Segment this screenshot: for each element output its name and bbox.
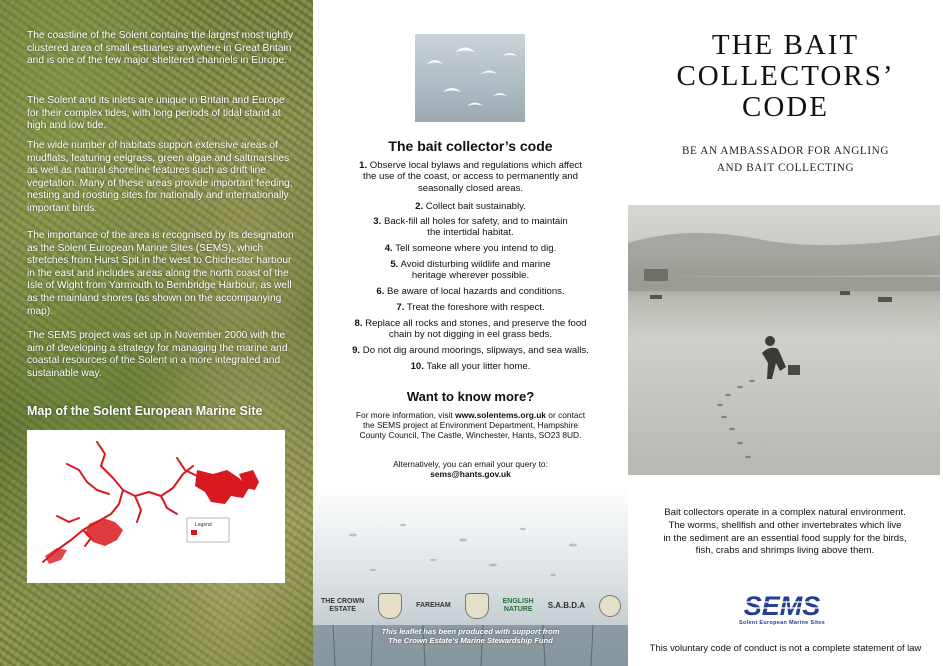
intro-paragraph-4: The importance of the area is recognised by its designation as the Solent European Marine Sites (SEMS), which stretches from Hurst Spit in the west to Chichester harbour in the east and includes areas along the north coast of the Isle of Wight from Yarmouth to Bembridge Harbour, as well as the mainland shores (as shown on the accompanying map). (27, 230, 294, 317)
rule-5 (313, 259, 628, 282)
sabda-logo: S.A.B.D.A (547, 601, 586, 610)
crown-estate-logo-line-1: THE CROWN (321, 598, 365, 605)
funding-footnote-line-2: The Crown Estate's Marine Stewardship Fund (388, 636, 553, 645)
disclaimer: This voluntary code of conduct is not a complete statement of law (649, 642, 922, 653)
right-panel (628, 0, 943, 666)
seabirds-photo (415, 34, 525, 122)
council-crest-icon (378, 593, 402, 619)
solent-map-drawing (27, 430, 285, 583)
email-link[interactable]: sems@hants.gov.uk (430, 469, 511, 479)
subtitle-line-2: AND BAIT COLLECTING (716, 162, 855, 174)
title-line-1: THE BAIT (711, 29, 860, 61)
bait-digger-drawing (628, 205, 940, 475)
rule-3-number: 3. (373, 216, 382, 227)
rule-1-number: 1. (359, 160, 368, 171)
rule-2-text: Collect bait sustainably. (425, 201, 526, 212)
english-nature-logo (503, 598, 534, 614)
rule-5-text: Avoid disturbing wildlife and marine (400, 259, 551, 270)
rule-6-text: Be aware of local hazards and conditions. (387, 286, 565, 297)
contact-info-address: or contact the SEMS project at Environment Department, Hampshire County Council, The Castle, Winchester, Hants, SO23 8UD. (359, 410, 586, 440)
rule-3-text: Back-fill all holes for safety, and to maintain (383, 216, 568, 227)
email-intro: Alternatively, you can email your query to: (393, 459, 548, 469)
intro-paragraph-3: The wide number of habitats support extensive areas of mudflats, featuring eelgrass, green algae and saltmarshes as well as natural shoreline features such as drift line vegetation. Many of these areas provide important feeding, nesting and roosting sites for nationally and internationally important birds. (27, 140, 293, 214)
rule-8 (313, 318, 628, 341)
funding-footnote (313, 627, 628, 645)
intro-body-text (640, 507, 930, 558)
fareham-logo: FAREHAM (416, 602, 451, 609)
intro-paragraph-2: The Solent and its inlets are unique in Britain and Europe for their complex tides, with long periods of tidal stand at high and low tide. (27, 95, 285, 132)
rule-10-number: 10. (410, 361, 424, 372)
rule-10 (313, 361, 628, 372)
rule-8-text: Replace all rocks and stones, and preserve the food (365, 318, 587, 329)
rule-9-text: Do not dig around moorings, slipways, and sea walls. (362, 345, 589, 356)
more-info-heading: Want to know more? (406, 389, 535, 404)
middle-panel (313, 0, 628, 666)
bait-digger-photo (628, 205, 940, 475)
rule-7-number: 7. (396, 302, 405, 313)
intro-paragraph-1: The coastline of the Solent contains the largest most tightly clustered area of small estuaries anywhere in Great Britain and is one of the few major sheltered channels in Europe. (27, 30, 294, 67)
rule-3-line-2: the intertidal habitat. (427, 227, 514, 239)
rule-3 (313, 216, 628, 239)
body-line-1: Bait collectors operate in a complex natural environment. (664, 507, 906, 518)
rule-2-number: 2. (415, 201, 424, 212)
code-heading: The bait collector’s code (388, 138, 553, 154)
rule-8-number: 8. (354, 318, 363, 329)
body-line-2: The worms, shellfish and other invertebrates which live (668, 519, 902, 531)
rule-7 (313, 302, 628, 313)
rule-7-text: Treat the foreshore with respect. (406, 302, 545, 313)
map-legend-label: Legend (195, 522, 212, 528)
leaflet-subtitle (628, 143, 943, 177)
rule-2 (313, 201, 628, 212)
rule-1 (313, 160, 628, 194)
rule-9 (313, 345, 628, 356)
rule-1-line-2: the use of the coast, or access to permanently and (363, 171, 578, 183)
seabirds-drawing (415, 34, 525, 122)
leaflet-title (628, 30, 943, 123)
rule-1-line-3: seasonally closed areas. (417, 182, 524, 194)
intro-paragraph-5: The SEMS project was set up in November 2000 with the aim of developing a strategy for managing the marine and coastal resources of the Solent in a more integrated and sustainable way. (27, 330, 288, 379)
funding-footnote-line-1: This leaflet has been produced with support from (381, 627, 560, 636)
rule-6-number: 6. (376, 286, 385, 297)
sponsor-logos (321, 590, 621, 622)
left-panel (0, 0, 313, 666)
rule-5-number: 5. (390, 259, 399, 270)
title-line-2: COLLECTORS’ (676, 60, 895, 92)
sems-logo (722, 593, 842, 619)
english-nature-logo-line-2: NATURE (503, 606, 533, 613)
rule-4-number: 4. (384, 243, 393, 254)
rule-5-line-2: heritage wherever possible. (411, 270, 530, 282)
crown-estate-logo-line-2: ESTATE (329, 606, 356, 613)
english-nature-logo-line-1: ENGLISH (502, 598, 534, 605)
sems-tagline: Solent European Marine Sites (738, 620, 826, 626)
rule-10-text: Take all your litter home. (426, 361, 531, 372)
body-line-4: fish, crabs and shrimps living above them. (695, 545, 875, 557)
contact-info (353, 410, 588, 440)
title-line-3: CODE (742, 91, 829, 123)
rule-6 (313, 286, 628, 297)
body-line-3: in the sediment are an essential food supply for the birds, (663, 532, 907, 544)
sems-logo-text: SEMS (743, 593, 821, 619)
solent-map (27, 430, 285, 583)
rule-8-line-2: chain by not digging in eel grass beds. (388, 329, 553, 341)
map-heading: Map of the Solent European Marine Site (27, 404, 263, 418)
seal-icon (599, 595, 621, 617)
subtitle-line-1: BE AN AMBASSADOR FOR ANGLING (681, 145, 890, 157)
rule-1-text: Observe local bylaws and regulations which affect (369, 160, 582, 171)
crown-estate-logo (321, 598, 364, 614)
rule-4 (313, 243, 628, 254)
hampshire-crest-icon (465, 593, 489, 619)
rule-4-text: Tell someone where you intend to dig. (395, 243, 557, 254)
contact-info-prefix: For more information, visit (355, 410, 456, 420)
website-link[interactable]: www.solentems.org.uk (455, 410, 546, 420)
email-info (353, 459, 588, 479)
rule-9-number: 9. (352, 345, 361, 356)
